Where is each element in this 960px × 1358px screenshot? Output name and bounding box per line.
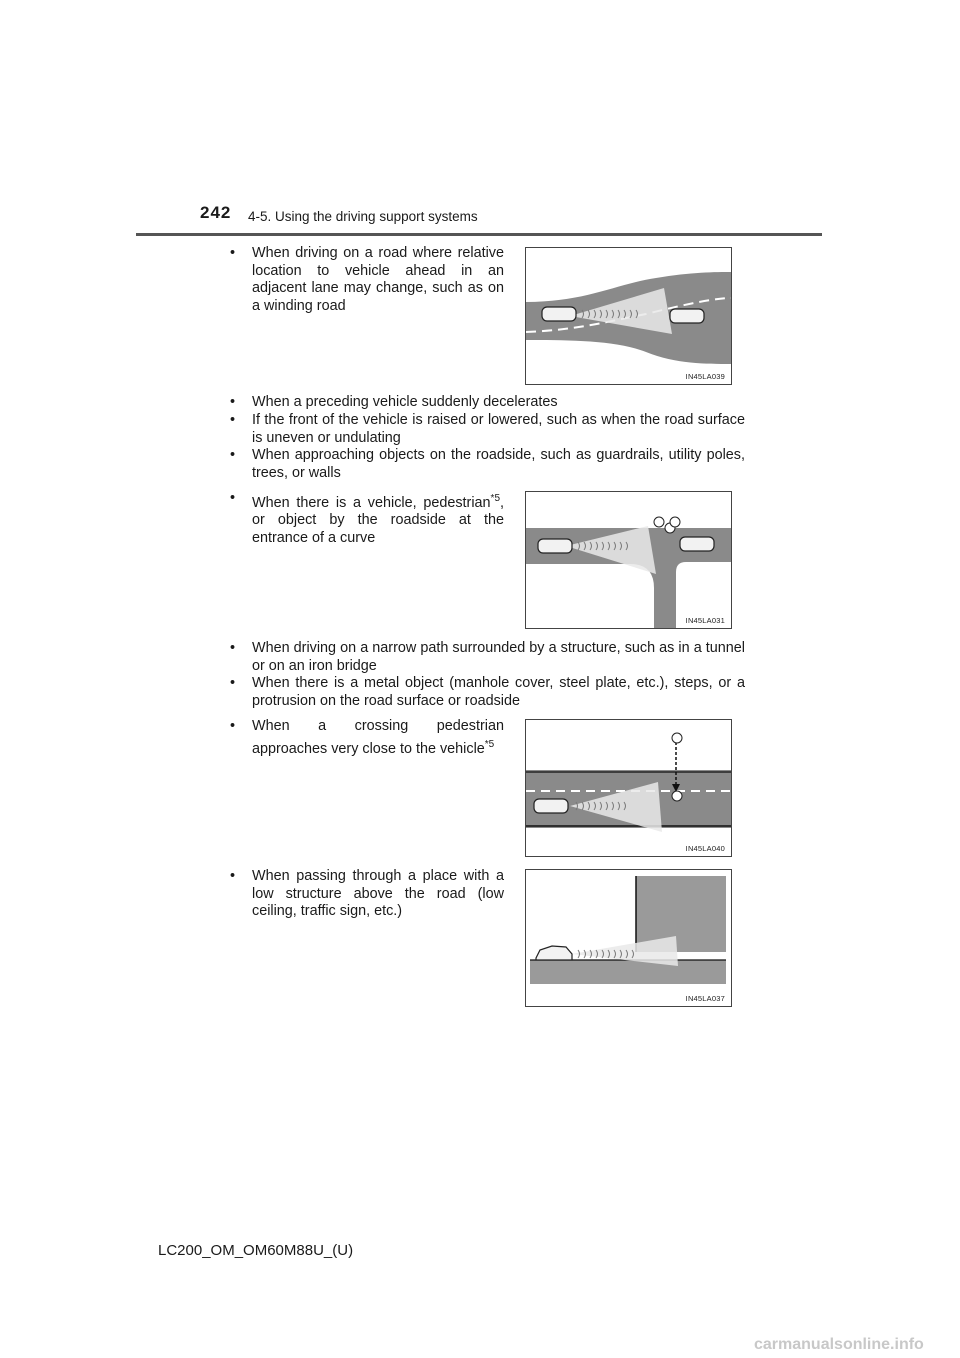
header-rule [136, 233, 822, 236]
crossing-pedestrian-illustration [526, 720, 731, 856]
figure-code: IN45LA039 [685, 372, 725, 381]
document-code: LC200_OM_OM60M88U_(U) [158, 1242, 354, 1259]
bullet: • [230, 868, 236, 884]
list-item-text: When driving on a narrow path surrounded by a structure, such as in a tunnel or on an iron bridge [252, 640, 745, 674]
list-item-text: When passing through a place with a low structure above the road (low ceiling, traffic sign, etc.) [252, 868, 504, 920]
bullet: • [230, 490, 236, 506]
list-item-text [252, 718, 504, 758]
list-item [230, 245, 504, 315]
list-item-text: If the front of the vehicle is raised or lowered, such as when the road surface is uneven or undulating [252, 412, 745, 446]
list-item [230, 640, 745, 675]
list-item-text: When approaching objects on the roadside, such as guardrails, utility poles, trees, or walls [252, 447, 745, 481]
section-title: 4-5. Using the driving support systems [248, 209, 478, 224]
figure-winding-road [525, 247, 732, 385]
list-item [230, 718, 504, 758]
bullet: • [230, 412, 236, 428]
bullet: • [230, 245, 236, 261]
bullet: • [230, 447, 236, 463]
bullet: • [230, 718, 236, 734]
list-item-text: When a preceding vehicle suddenly decelerates [252, 394, 558, 410]
figure-code: IN45LA037 [685, 994, 725, 1003]
text-part: When a crossing pedestrian approaches very close to the vehicle [252, 718, 504, 757]
bullet: • [230, 640, 236, 656]
figure-crossing-pedestrian [525, 719, 732, 857]
text-part: When there is a vehicle, pedestrian [252, 494, 491, 511]
list-item [230, 868, 504, 921]
list-item [230, 675, 745, 710]
watermark: carmanualsonline.info [754, 1336, 924, 1353]
low-structure-illustration [526, 870, 731, 1006]
page-number: 242 [200, 203, 232, 222]
list-item [230, 412, 745, 447]
list-item-text [252, 490, 504, 548]
figure-code: IN45LA031 [685, 616, 725, 625]
figure-curve-entrance [525, 491, 732, 629]
figure-code: IN45LA040 [685, 844, 725, 853]
list-item [230, 490, 504, 548]
text-part: , or object by the roadside at the entrance of a curve [252, 494, 504, 546]
winding-road-illustration [526, 248, 731, 384]
figure-low-structure [525, 869, 732, 1007]
bullet: • [230, 675, 236, 691]
footnote-ref: *5 [490, 493, 500, 504]
bullet: • [230, 394, 236, 410]
footnote-ref: *5 [484, 738, 495, 750]
list-item [230, 447, 745, 482]
list-item-text: When there is a metal object (manhole cover, steel plate, etc.), steps, or a protrusion on the road surface or roadside [252, 675, 745, 709]
list-item [230, 394, 750, 412]
curve-road-illustration [526, 492, 731, 628]
list-item-text: When driving on a road where relative location to vehicle ahead in an adjacent lane may change, such as on a winding road [252, 245, 504, 314]
